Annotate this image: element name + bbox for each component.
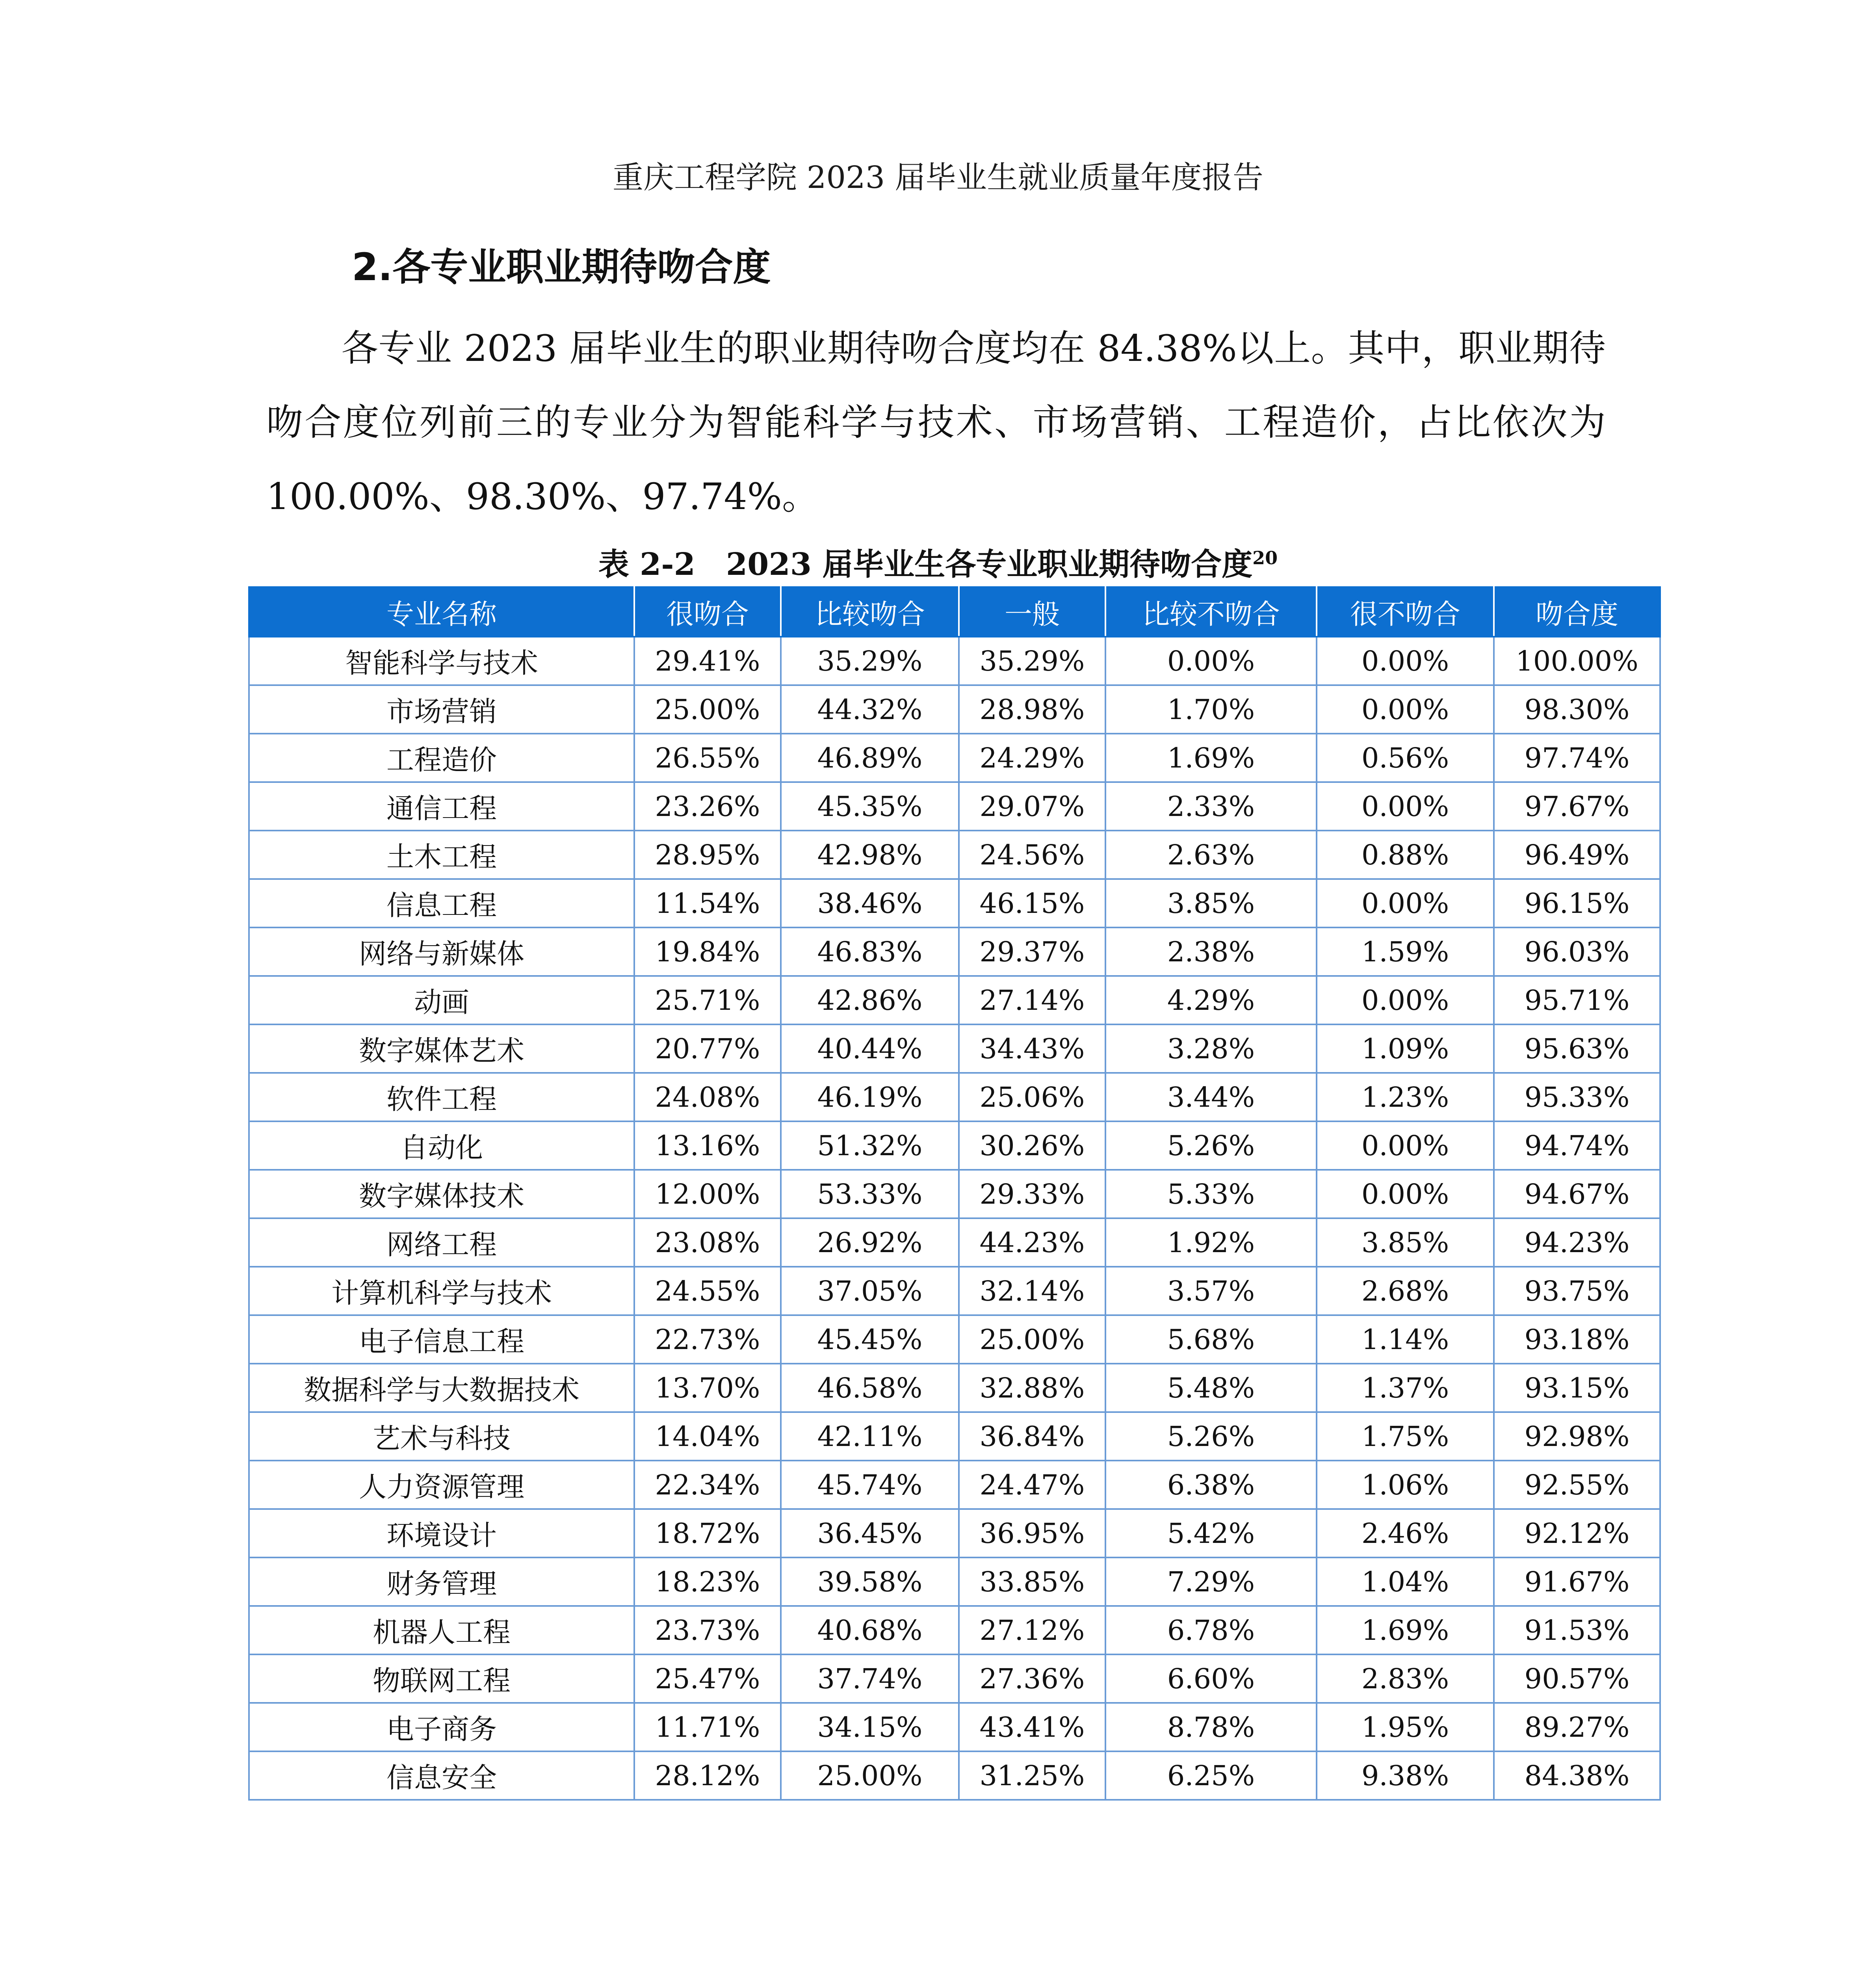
major-cell: 财务管理 (249, 1557, 634, 1606)
fairly-fit-cell: 44.32% (781, 685, 959, 734)
major-cell: 数字媒体技术 (249, 1170, 634, 1218)
neutral-cell: 44.23% (959, 1218, 1105, 1267)
very-fit-cell: 22.34% (634, 1461, 781, 1509)
very-unfit-cell: 0.00% (1317, 976, 1494, 1024)
major-cell: 市场营销 (249, 685, 634, 734)
table-row (249, 1703, 1660, 1751)
very-unfit-cell: 1.37% (1317, 1364, 1494, 1412)
neutral-cell: 32.88% (959, 1364, 1105, 1412)
table-body (249, 637, 1660, 1800)
fairly-unfit-cell: 4.29% (1105, 976, 1317, 1024)
fit-rate-cell: 97.67% (1494, 782, 1660, 831)
table-row (249, 927, 1660, 976)
major-cell: 计算机科学与技术 (249, 1267, 634, 1315)
very-unfit-cell: 0.88% (1317, 831, 1494, 879)
very-fit-cell: 23.73% (634, 1606, 781, 1654)
very-fit-cell: 14.04% (634, 1412, 781, 1461)
fairly-unfit-cell: 5.42% (1105, 1509, 1317, 1557)
fairly-unfit-cell: 3.44% (1105, 1073, 1317, 1121)
table-row (249, 1654, 1660, 1703)
fit-rate-cell: 91.53% (1494, 1606, 1660, 1654)
very-fit-cell: 23.08% (634, 1218, 781, 1267)
table-row (249, 1121, 1660, 1170)
table-row (249, 1073, 1660, 1121)
major-cell: 电子信息工程 (249, 1315, 634, 1364)
major-cell: 电子商务 (249, 1703, 634, 1751)
fairly-fit-cell: 39.58% (781, 1557, 959, 1606)
fairly-fit-cell: 37.05% (781, 1267, 959, 1315)
fairly-unfit-cell: 5.26% (1105, 1412, 1317, 1461)
neutral-cell: 43.41% (959, 1703, 1105, 1751)
very-unfit-cell: 1.23% (1317, 1073, 1494, 1121)
very-unfit-cell: 1.95% (1317, 1703, 1494, 1751)
table-row (249, 1461, 1660, 1509)
table-row (249, 1170, 1660, 1218)
fit-rate-cell: 97.74% (1494, 734, 1660, 782)
very-unfit-cell: 1.59% (1317, 927, 1494, 976)
table-row (249, 782, 1660, 831)
very-fit-cell: 19.84% (634, 927, 781, 976)
major-cell: 动画 (249, 976, 634, 1024)
neutral-cell: 24.29% (959, 734, 1105, 782)
fairly-unfit-cell: 3.28% (1105, 1024, 1317, 1073)
major-cell: 物联网工程 (249, 1654, 634, 1703)
fairly-unfit-cell: 3.57% (1105, 1267, 1317, 1315)
fit-rate-cell: 89.27% (1494, 1703, 1660, 1751)
fairly-unfit-cell: 1.69% (1105, 734, 1317, 782)
very-fit-cell: 24.08% (634, 1073, 781, 1121)
neutral-cell: 24.47% (959, 1461, 1105, 1509)
table-caption-footnote-ref: 20 (1252, 547, 1278, 569)
major-cell: 软件工程 (249, 1073, 634, 1121)
neutral-cell: 33.85% (959, 1557, 1105, 1606)
column-header-fairly-unfit: 比较不吻合 (1105, 587, 1317, 637)
neutral-cell: 27.12% (959, 1606, 1105, 1654)
neutral-cell: 29.37% (959, 927, 1105, 976)
major-cell: 信息安全 (249, 1751, 634, 1800)
table-row (249, 879, 1660, 927)
major-cell: 自动化 (249, 1121, 634, 1170)
fairly-unfit-cell: 5.68% (1105, 1315, 1317, 1364)
table-row (249, 1218, 1660, 1267)
fit-rate-cell: 92.98% (1494, 1412, 1660, 1461)
fairly-unfit-cell: 6.38% (1105, 1461, 1317, 1509)
fairly-fit-cell: 37.74% (781, 1654, 959, 1703)
neutral-cell: 36.84% (959, 1412, 1105, 1461)
table-row (249, 1364, 1660, 1412)
table-row (249, 1412, 1660, 1461)
very-fit-cell: 26.55% (634, 734, 781, 782)
neutral-cell: 27.14% (959, 976, 1105, 1024)
fairly-fit-cell: 46.89% (781, 734, 959, 782)
very-unfit-cell: 9.38% (1317, 1751, 1494, 1800)
table-row (249, 1024, 1660, 1073)
major-cell: 网络工程 (249, 1218, 634, 1267)
major-cell: 通信工程 (249, 782, 634, 831)
fairly-fit-cell: 51.32% (781, 1121, 959, 1170)
very-unfit-cell: 2.83% (1317, 1654, 1494, 1703)
neutral-cell: 30.26% (959, 1121, 1105, 1170)
neutral-cell: 46.15% (959, 879, 1105, 927)
fairly-fit-cell: 46.19% (781, 1073, 959, 1121)
fit-rate-cell: 96.15% (1494, 879, 1660, 927)
neutral-cell: 29.07% (959, 782, 1105, 831)
fairly-fit-cell: 40.44% (781, 1024, 959, 1073)
fairly-unfit-cell: 5.26% (1105, 1121, 1317, 1170)
fit-rate-cell: 91.67% (1494, 1557, 1660, 1606)
very-unfit-cell: 0.00% (1317, 1121, 1494, 1170)
very-fit-cell: 25.71% (634, 976, 781, 1024)
fit-rate-cell: 95.33% (1494, 1073, 1660, 1121)
very-fit-cell: 29.41% (634, 637, 781, 685)
major-cell: 智能科学与技术 (249, 637, 634, 685)
column-header-fairly-fit: 比较吻合 (781, 587, 959, 637)
table-row (249, 1557, 1660, 1606)
fairly-unfit-cell: 7.29% (1105, 1557, 1317, 1606)
very-fit-cell: 11.71% (634, 1703, 781, 1751)
fit-rate-cell: 94.67% (1494, 1170, 1660, 1218)
very-unfit-cell: 3.85% (1317, 1218, 1494, 1267)
fairly-unfit-cell: 3.85% (1105, 879, 1317, 927)
fit-rate-cell: 96.03% (1494, 927, 1660, 976)
column-header-very-fit: 很吻合 (634, 587, 781, 637)
table-row (249, 831, 1660, 879)
major-cell: 环境设计 (249, 1509, 634, 1557)
fit-rate-cell: 94.23% (1494, 1218, 1660, 1267)
table-row (249, 637, 1660, 685)
table-row (249, 1315, 1660, 1364)
very-fit-cell: 28.12% (634, 1751, 781, 1800)
fairly-fit-cell: 35.29% (781, 637, 959, 685)
fit-rate-cell: 93.75% (1494, 1267, 1660, 1315)
very-unfit-cell: 2.68% (1317, 1267, 1494, 1315)
very-fit-cell: 23.26% (634, 782, 781, 831)
fit-rate-cell: 90.57% (1494, 1654, 1660, 1703)
major-cell: 人力资源管理 (249, 1461, 634, 1509)
fairly-fit-cell: 36.45% (781, 1509, 959, 1557)
very-fit-cell: 25.47% (634, 1654, 781, 1703)
table-row (249, 1751, 1660, 1800)
fairly-fit-cell: 53.33% (781, 1170, 959, 1218)
intro-text: 各专业 2023 届毕业生的职业期待吻合度均在 84.38%以上。其中，职业期待吻合度位列前三的专业分为智能科学与技术、市场营销、工程造价，占比依次为 100.00%、98.30%、97.74%。 (266, 327, 1606, 518)
fairly-unfit-cell: 2.33% (1105, 782, 1317, 831)
fairly-unfit-cell: 5.33% (1105, 1170, 1317, 1218)
fairly-fit-cell: 42.11% (781, 1412, 959, 1461)
table-row (249, 734, 1660, 782)
very-unfit-cell: 0.00% (1317, 1170, 1494, 1218)
fairly-unfit-cell: 8.78% (1105, 1703, 1317, 1751)
fit-rate-cell: 94.74% (1494, 1121, 1660, 1170)
column-header-neutral: 一般 (959, 587, 1105, 637)
table-row (249, 976, 1660, 1024)
very-fit-cell: 13.70% (634, 1364, 781, 1412)
major-cell: 信息工程 (249, 879, 634, 927)
very-fit-cell: 12.00% (634, 1170, 781, 1218)
very-fit-cell: 13.16% (634, 1121, 781, 1170)
very-fit-cell: 18.72% (634, 1509, 781, 1557)
very-fit-cell: 11.54% (634, 879, 781, 927)
very-unfit-cell: 1.75% (1317, 1412, 1494, 1461)
fairly-fit-cell: 42.98% (781, 831, 959, 879)
fairly-unfit-cell: 0.00% (1105, 637, 1317, 685)
neutral-cell: 27.36% (959, 1654, 1105, 1703)
fairly-fit-cell: 38.46% (781, 879, 959, 927)
fairly-fit-cell: 25.00% (781, 1751, 959, 1800)
neutral-cell: 31.25% (959, 1751, 1105, 1800)
neutral-cell: 32.14% (959, 1267, 1105, 1315)
fit-rate-cell: 95.63% (1494, 1024, 1660, 1073)
fit-rate-cell: 98.30% (1494, 685, 1660, 734)
table-caption (0, 540, 1876, 584)
very-unfit-cell: 2.46% (1317, 1509, 1494, 1557)
fairly-fit-cell: 45.74% (781, 1461, 959, 1509)
very-unfit-cell: 0.00% (1317, 685, 1494, 734)
fit-rate-cell: 93.18% (1494, 1315, 1660, 1364)
neutral-cell: 24.56% (959, 831, 1105, 879)
very-unfit-cell: 0.00% (1317, 879, 1494, 927)
very-fit-cell: 28.95% (634, 831, 781, 879)
neutral-cell: 35.29% (959, 637, 1105, 685)
fit-rate-cell: 93.15% (1494, 1364, 1660, 1412)
very-unfit-cell: 1.69% (1317, 1606, 1494, 1654)
very-unfit-cell: 1.09% (1317, 1024, 1494, 1073)
fit-rate-cell: 95.71% (1494, 976, 1660, 1024)
very-fit-cell: 25.00% (634, 685, 781, 734)
fairly-unfit-cell: 1.70% (1105, 685, 1317, 734)
major-cell: 土木工程 (249, 831, 634, 879)
fit-rate-cell: 96.49% (1494, 831, 1660, 879)
very-fit-cell: 20.77% (634, 1024, 781, 1073)
neutral-cell: 25.00% (959, 1315, 1105, 1364)
fairly-fit-cell: 46.58% (781, 1364, 959, 1412)
neutral-cell: 34.43% (959, 1024, 1105, 1073)
table-row (249, 1267, 1660, 1315)
fairly-fit-cell: 26.92% (781, 1218, 959, 1267)
very-unfit-cell: 0.00% (1317, 782, 1494, 831)
very-unfit-cell: 0.00% (1317, 637, 1494, 685)
fit-rate-cell: 92.12% (1494, 1509, 1660, 1557)
fairly-unfit-cell: 2.63% (1105, 831, 1317, 879)
fairly-fit-cell: 40.68% (781, 1606, 959, 1654)
fit-rate-cell: 100.00% (1494, 637, 1660, 685)
neutral-cell: 25.06% (959, 1073, 1105, 1121)
fairly-unfit-cell: 6.25% (1105, 1751, 1317, 1800)
very-unfit-cell: 0.56% (1317, 734, 1494, 782)
fairly-fit-cell: 45.35% (781, 782, 959, 831)
column-header-fit-rate: 吻合度 (1494, 587, 1660, 637)
very-fit-cell: 22.73% (634, 1315, 781, 1364)
fairly-fit-cell: 45.45% (781, 1315, 959, 1364)
table-row (249, 1509, 1660, 1557)
major-cell: 机器人工程 (249, 1606, 634, 1654)
neutral-cell: 28.98% (959, 685, 1105, 734)
table-row (249, 1606, 1660, 1654)
major-cell: 工程造价 (249, 734, 634, 782)
major-cell: 艺术与科技 (249, 1412, 634, 1461)
neutral-cell: 29.33% (959, 1170, 1105, 1218)
very-fit-cell: 24.55% (634, 1267, 781, 1315)
column-header-major: 专业名称 (249, 587, 634, 637)
fairly-unfit-cell: 6.60% (1105, 1654, 1317, 1703)
very-unfit-cell: 1.04% (1317, 1557, 1494, 1606)
very-unfit-cell: 1.14% (1317, 1315, 1494, 1364)
table-header-row (249, 587, 1660, 637)
page-header: 重庆工程学院 2023 届毕业生就业质量年度报告 (612, 160, 1264, 195)
table-caption-text: 表 2-2 2023 届毕业生各专业职业期待吻合度 (598, 546, 1253, 582)
fairly-fit-cell: 46.83% (781, 927, 959, 976)
fairly-fit-cell: 42.86% (781, 976, 959, 1024)
intro-paragraph (266, 311, 1606, 533)
very-fit-cell: 18.23% (634, 1557, 781, 1606)
fairly-unfit-cell: 1.92% (1105, 1218, 1317, 1267)
section-title: 2.各专业职业期待吻合度 (352, 245, 771, 289)
neutral-cell: 36.95% (959, 1509, 1105, 1557)
fit-rate-cell: 92.55% (1494, 1461, 1660, 1509)
major-cell: 数字媒体艺术 (249, 1024, 634, 1073)
fairly-unfit-cell: 5.48% (1105, 1364, 1317, 1412)
major-cell: 网络与新媒体 (249, 927, 634, 976)
major-cell: 数据科学与大数据技术 (249, 1364, 634, 1412)
fairly-unfit-cell: 6.78% (1105, 1606, 1317, 1654)
fairly-fit-cell: 34.15% (781, 1703, 959, 1751)
very-unfit-cell: 1.06% (1317, 1461, 1494, 1509)
table-row (249, 685, 1660, 734)
column-header-very-unfit: 很不吻合 (1317, 587, 1494, 637)
fit-table (248, 586, 1661, 1801)
fairly-unfit-cell: 2.38% (1105, 927, 1317, 976)
fit-rate-cell: 84.38% (1494, 1751, 1660, 1800)
